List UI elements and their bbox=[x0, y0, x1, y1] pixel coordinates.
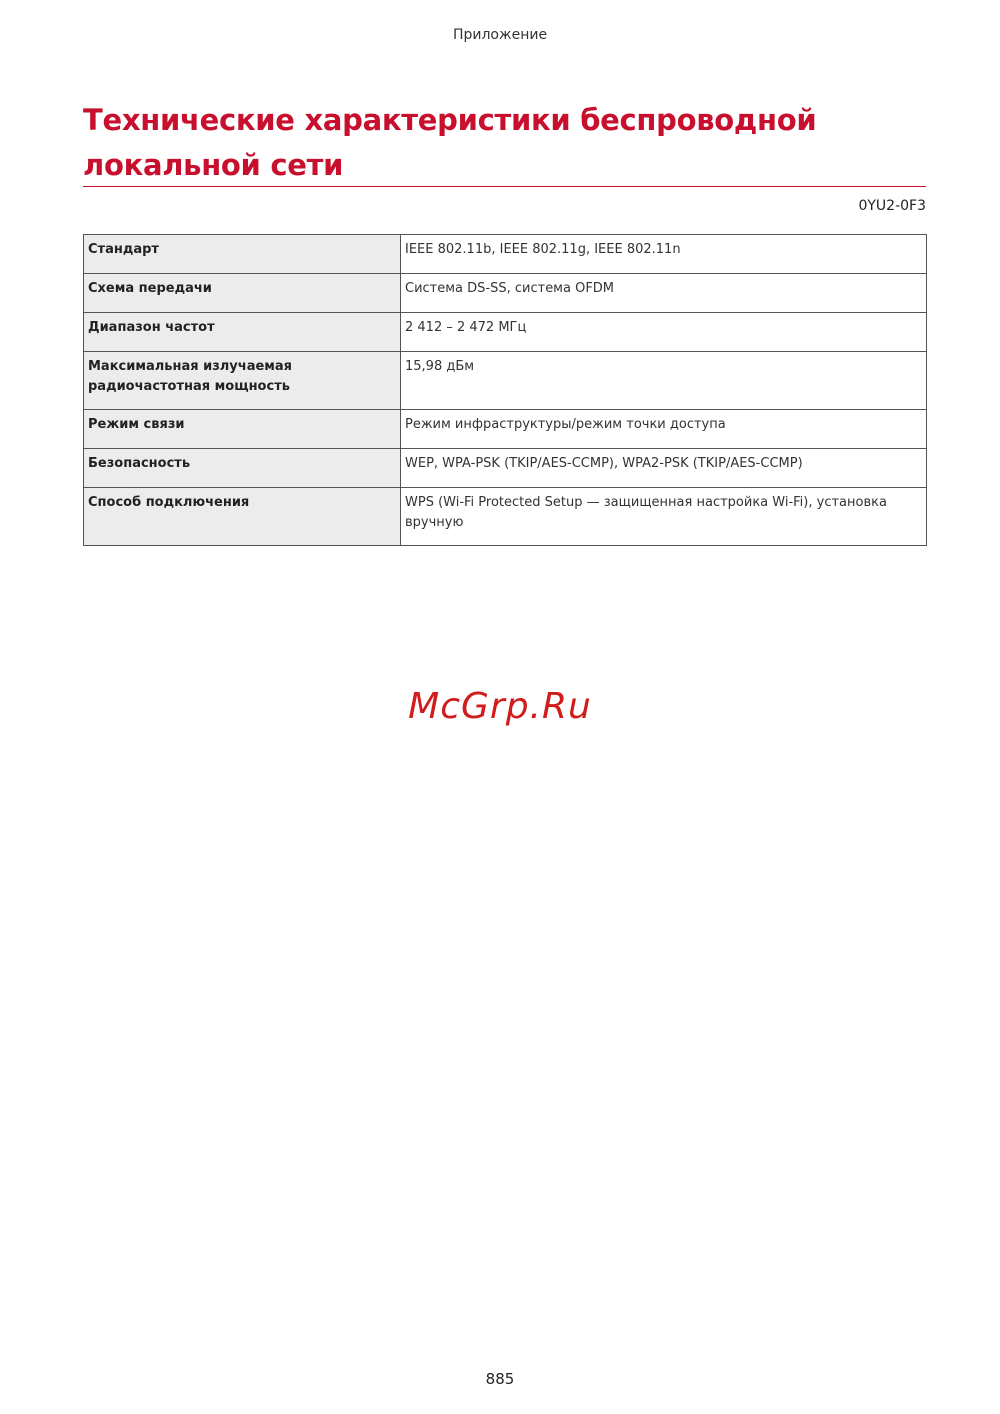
spec-label: Максимальная излучаемая радиочастотная мощность bbox=[84, 352, 401, 410]
table-row bbox=[84, 274, 927, 313]
title-divider bbox=[83, 186, 926, 187]
spec-value: WPS (Wi-Fi Protected Setup — защищенная настройка Wi-Fi), установка вручную bbox=[401, 488, 927, 546]
table-row bbox=[84, 488, 927, 546]
table-row bbox=[84, 410, 927, 449]
spec-value: IEEE 802.11b, IEEE 802.11g, IEEE 802.11n bbox=[401, 235, 927, 274]
spec-label: Стандарт bbox=[84, 235, 401, 274]
table-row bbox=[84, 449, 927, 488]
spec-value: 2 412 – 2 472 МГц bbox=[401, 313, 927, 352]
spec-table bbox=[83, 234, 927, 546]
spec-label: Безопасность bbox=[84, 449, 401, 488]
page-number: 885 bbox=[485, 1370, 515, 1388]
spec-label: Способ подключения bbox=[84, 488, 401, 546]
page-title: Технические характеристики беспроводной локальной сети bbox=[83, 103, 817, 182]
spec-value: Система DS-SS, система OFDM bbox=[401, 274, 927, 313]
running-header: Приложение bbox=[452, 27, 548, 43]
document-code: 0YU2-0F3 bbox=[858, 198, 926, 214]
spec-value: 15,98 дБм bbox=[401, 352, 927, 410]
spec-label: Диапазон частот bbox=[84, 313, 401, 352]
spec-label: Режим связи bbox=[84, 410, 401, 449]
spec-label: Схема передачи bbox=[84, 274, 401, 313]
table-row bbox=[84, 352, 927, 410]
spec-value: Режим инфраструктуры/режим точки доступа bbox=[401, 410, 927, 449]
table-row bbox=[84, 235, 927, 274]
table-row bbox=[84, 313, 927, 352]
watermark: McGrp.Ru bbox=[408, 686, 592, 727]
spec-value: WEP, WPA-PSK (TKIP/AES-CCMP), WPA2-PSK (TKIP/AES-CCMP) bbox=[401, 449, 927, 488]
